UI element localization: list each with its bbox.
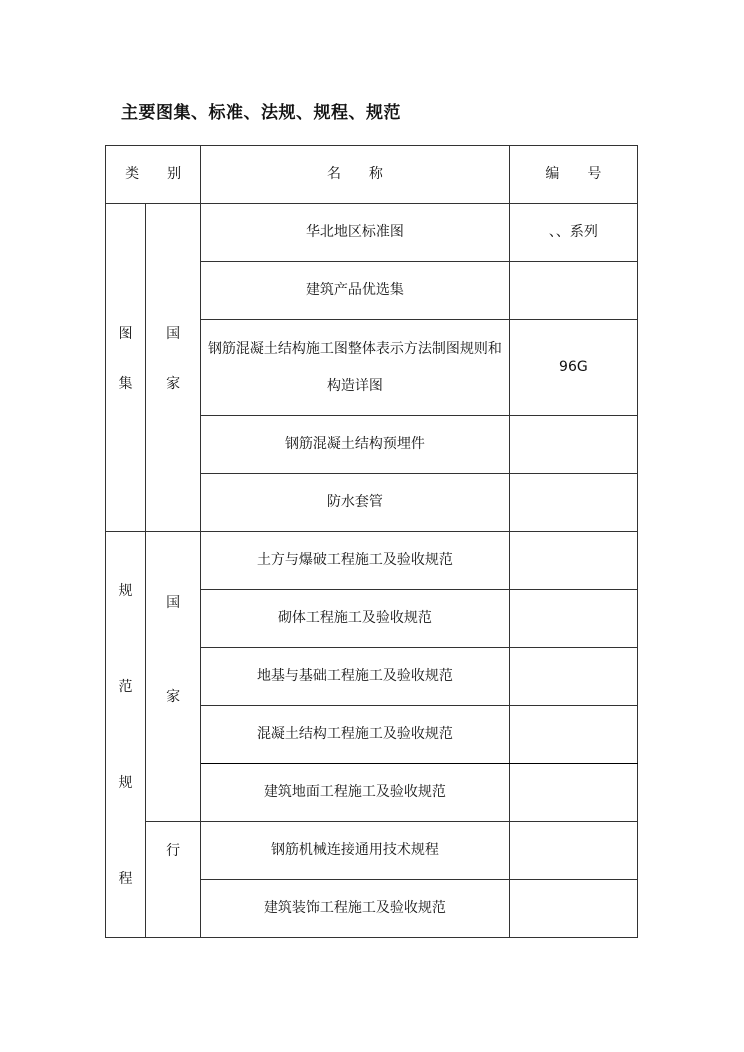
sub-category-cell-national bbox=[146, 532, 201, 822]
standard-number: 、、系列 bbox=[509, 204, 637, 262]
category-char: 程 bbox=[118, 870, 133, 887]
category-char: 集 bbox=[118, 375, 133, 392]
sub-category-cell-national bbox=[146, 204, 201, 532]
category-char: 规 bbox=[118, 582, 133, 599]
standard-number bbox=[509, 822, 637, 880]
standard-number bbox=[509, 474, 637, 532]
category-char: 规 bbox=[118, 774, 133, 791]
standard-number bbox=[509, 416, 637, 474]
header-category: 类 别 bbox=[106, 146, 201, 204]
standard-name: 防水套管 bbox=[201, 474, 510, 532]
standard-number bbox=[509, 648, 637, 706]
standard-name bbox=[201, 320, 510, 416]
standard-name: 建筑地面工程施工及验收规范 bbox=[201, 764, 510, 822]
category-cell-atlas bbox=[106, 204, 146, 532]
standard-name: 砌体工程施工及验收规范 bbox=[201, 590, 510, 648]
sub-category-char: 家 bbox=[166, 688, 181, 705]
standard-name: 土方与爆破工程施工及验收规范 bbox=[201, 532, 510, 590]
header-name: 名 称 bbox=[201, 146, 510, 204]
standard-number: 96G bbox=[509, 320, 637, 416]
header-number: 编 号 bbox=[509, 146, 637, 204]
standard-name: 建筑产品优选集 bbox=[201, 262, 510, 320]
page-title: 主要图集、标准、法规、规程、规范 bbox=[121, 103, 401, 123]
standard-number bbox=[509, 262, 637, 320]
standard-number bbox=[509, 706, 637, 764]
table-row bbox=[106, 204, 638, 262]
standards-table bbox=[105, 145, 638, 938]
category-cell-codes bbox=[106, 532, 146, 938]
standard-name: 钢筋机械连接通用技术规程 bbox=[201, 822, 510, 880]
standard-number bbox=[509, 880, 637, 938]
standard-number bbox=[509, 764, 637, 822]
standard-name: 华北地区标准图 bbox=[201, 204, 510, 262]
standard-name: 地基与基础工程施工及验收规范 bbox=[201, 648, 510, 706]
table-header-row bbox=[106, 146, 638, 204]
standard-number bbox=[509, 532, 637, 590]
standard-name-text: 钢筋混凝土结构施工图整体表示方法制图规则和构造详图 bbox=[207, 341, 502, 394]
standard-name: 建筑装饰工程施工及验收规范 bbox=[201, 880, 510, 938]
standard-name: 钢筋混凝土结构预埋件 bbox=[201, 416, 510, 474]
category-char: 图 bbox=[118, 325, 133, 342]
sub-category-cell-industry bbox=[146, 822, 201, 938]
category-char: 范 bbox=[118, 678, 133, 695]
sub-category-char: 家 bbox=[166, 375, 181, 392]
table-row bbox=[106, 532, 638, 590]
sub-category-char: 国 bbox=[166, 594, 181, 611]
standard-number bbox=[509, 590, 637, 648]
table-row bbox=[106, 822, 638, 880]
standard-name: 混凝土结构工程施工及验收规范 bbox=[201, 706, 510, 764]
sub-category-char: 行 bbox=[166, 843, 181, 859]
sub-category-char: 国 bbox=[166, 325, 181, 342]
